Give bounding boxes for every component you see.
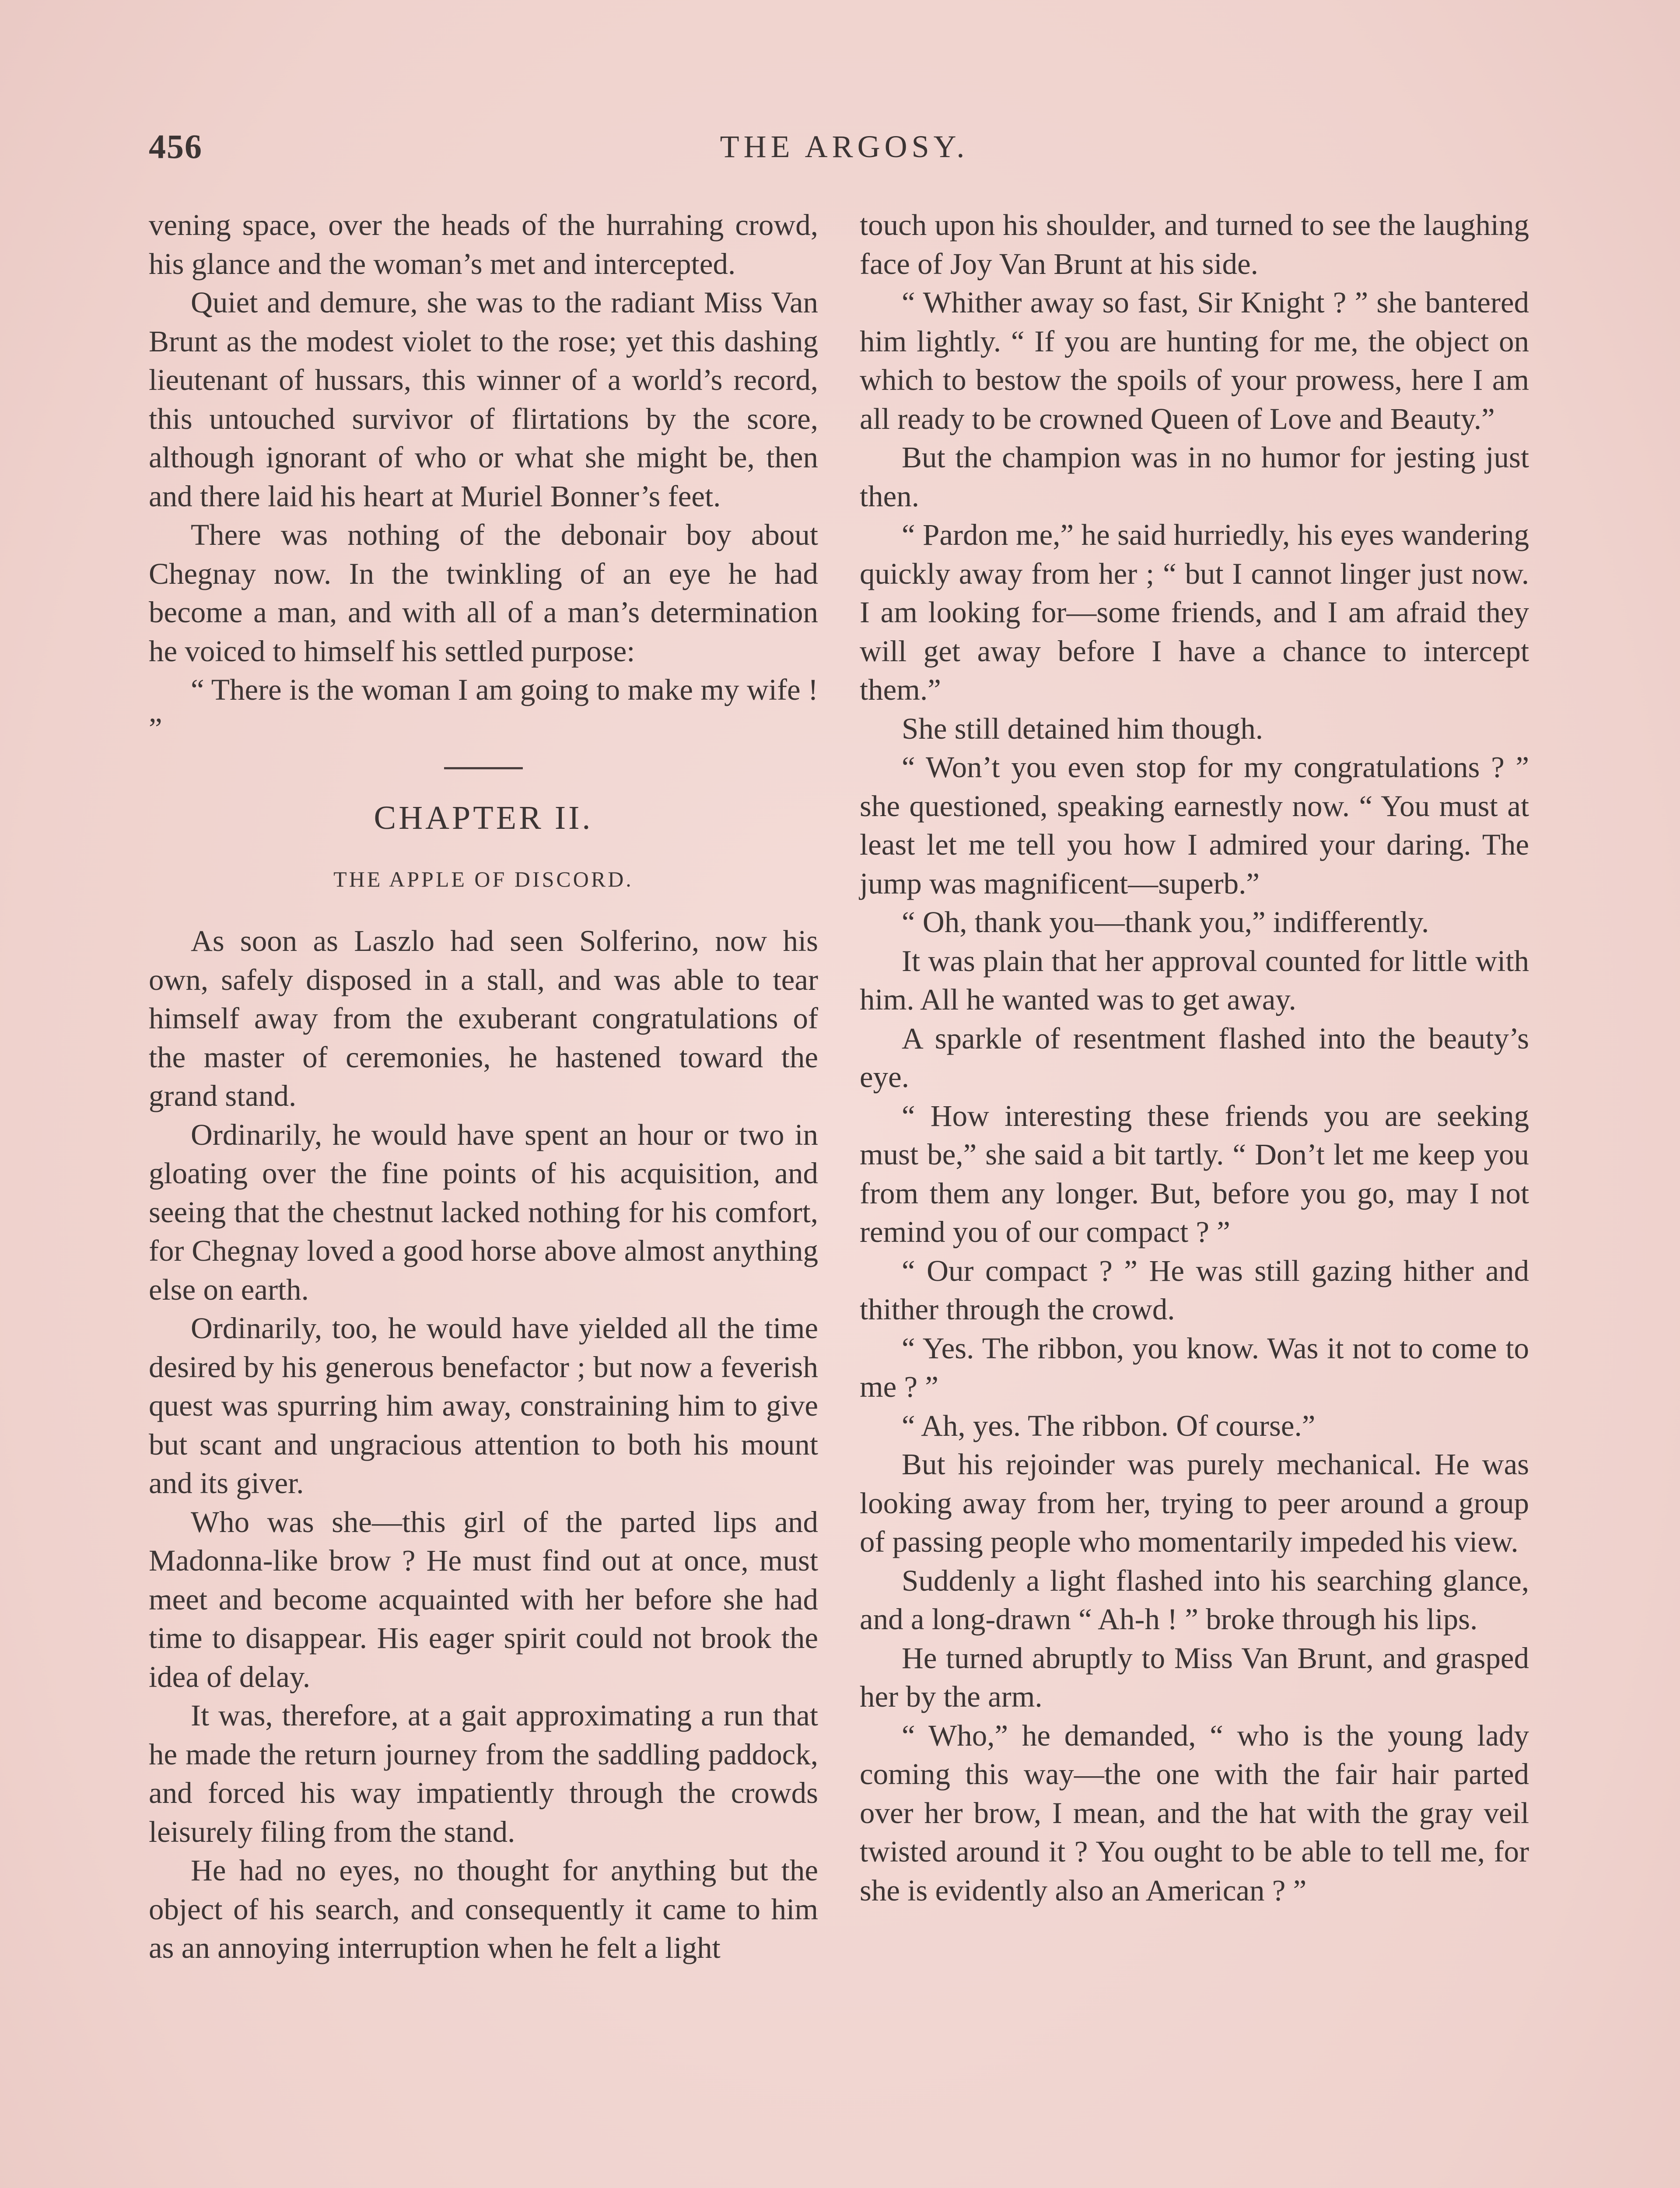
paragraph: Ordinarily, too, he would have yielded all the time desired by his generous benefactor ; but now a feverish quest was spurring him away, constraining him to give but scant and ungracious attention to both his mount and its giver. [149,1311,818,1500]
left-column [149,206,818,2188]
page-number: 456 [149,127,203,165]
page-header [149,127,1540,179]
paragraph: Suddenly a light flashed into his searching glance, and a long-drawn “ Ah-h ! ” broke through his lips. [860,1564,1529,1636]
paragraph: “ Our compact ? ” He was still gazing hither and thither through the crowd. [860,1254,1529,1326]
paragraph: “ Whither away so fast, Sir Knight ? ” she bantered him lightly. “ If you are hunting for me, the object on which to bestow the spoils of your prowess, here I am all ready to be crowned Queen of Love and Beauty.” [860,286,1529,435]
chapter-title: CHAPTER II. [374,799,593,836]
paragraph: Ordinarily, he would have spent an hour or two in gloating over the fine points of his acquisition, and seeing that the chestnut lacked nothing for his comfort, for Chegnay loved a good horse above almost anything else on earth. [149,1118,818,1306]
paragraph: But the champion was in no humor for jesting just then. [860,441,1529,513]
paragraph: It was plain that her approval counted for little with him. All he wanted was to get away. [860,944,1529,1016]
paragraph: “ Won’t you even stop for my congratulations ? ” she questioned, speaking earnestly now. “ You must at least let me tell you how I admired your daring. The jump was magnificent—superb.” [860,750,1529,900]
paragraph: He turned abruptly to Miss Van Brunt, and grasped her by the arm. [860,1641,1529,1713]
paragraph: As soon as Laszlo had seen Solferino, now his own, safely disposed in a stall, and was able to tear himself away from the exuberant congratulations of the master of ceremonies, he hastened toward the grand stand. [149,924,818,1112]
section-divider [444,767,523,769]
paragraph: Quiet and demure, she was to the radiant Miss Van Brunt as the modest violet to the rose; yet this dashing lieutenant of hussars, this winner of a world’s record, this untouched survivor of flirtations by the score, although ignorant of who or what she might be, then and there laid his heart at Muriel Bonner’s feet. [149,286,818,513]
paragraph: A sparkle of resentment flashed into the beauty’s eye. [860,1021,1529,1094]
paragraph: It was, therefore, at a gait approximating a run that he made the return journey from the saddling paddock, and forced his way impatiently through the crowds leisurely filing from the stand. [149,1699,818,1848]
paragraph: vening space, over the heads of the hurrahing crowd, his glance and the woman’s met and intercepted. [149,208,818,281]
paragraph: Who was she—this girl of the parted lips and Madonna-like brow ? He must find out at once, must meet and become acquainted with her before she had time to disappear. His eager spirit could not brook the idea of delay. [149,1505,818,1694]
right-column [860,206,1529,2188]
paragraph: “ Who,” he demanded, “ who is the young lady coming this way—the one with the fair hair parted over her brow, I mean, and the hat with the gray veil twisted around it ? You ought to be able to tell me, for she is evidently also an American ? ” [860,1718,1529,1907]
paragraph: There was nothing of the debonair boy about Chegnay now. In the twinkling of an eye he had become a man, and with all of a man’s determination he voiced to himself his settled purpose: [149,518,818,668]
paragraph: “ Ah, yes. The ribbon. Of course.” [902,1409,1316,1442]
paragraph: “ Pardon me,” he said hurriedly, his eyes wandering quickly away from her ; “ but I cannot linger just now. I am looking for—some friends, and I am afraid they will get away before I have a chance to intercept them.” [860,518,1529,706]
paragraph: “ How interesting these friends you are seeking must be,” she said a bit tartly. “ Don’t let me keep you from them any longer. But, before you go, may I not remind you of our compact ? ” [860,1099,1529,1248]
paragraph: “ Oh, thank you—thank you,” indifferently. [902,905,1429,939]
paragraph: “ Yes. The ribbon, you know. Was it not to come to me ? ” [860,1331,1529,1403]
paragraph: “ There is the woman I am going to make my wife ! ” [149,673,818,745]
running-head: THE ARGOSY. [720,129,969,164]
paragraph: But his rejoinder was purely mechanical. He was looking away from her, trying to peer around a group of passing people who momentarily impeded his view. [860,1448,1529,1558]
paragraph: He had no eyes, no thought for anything but the object of his search, and consequently it came to him as an annoying interruption when he felt a light [149,1854,818,1964]
paragraph: She still detained him though. [902,712,1264,745]
paragraph: touch upon his shoulder, and turned to see the laughing face of Joy Van Brunt at his side. [860,208,1529,281]
chapter-subtitle: THE APPLE OF DISCORD. [333,867,634,891]
